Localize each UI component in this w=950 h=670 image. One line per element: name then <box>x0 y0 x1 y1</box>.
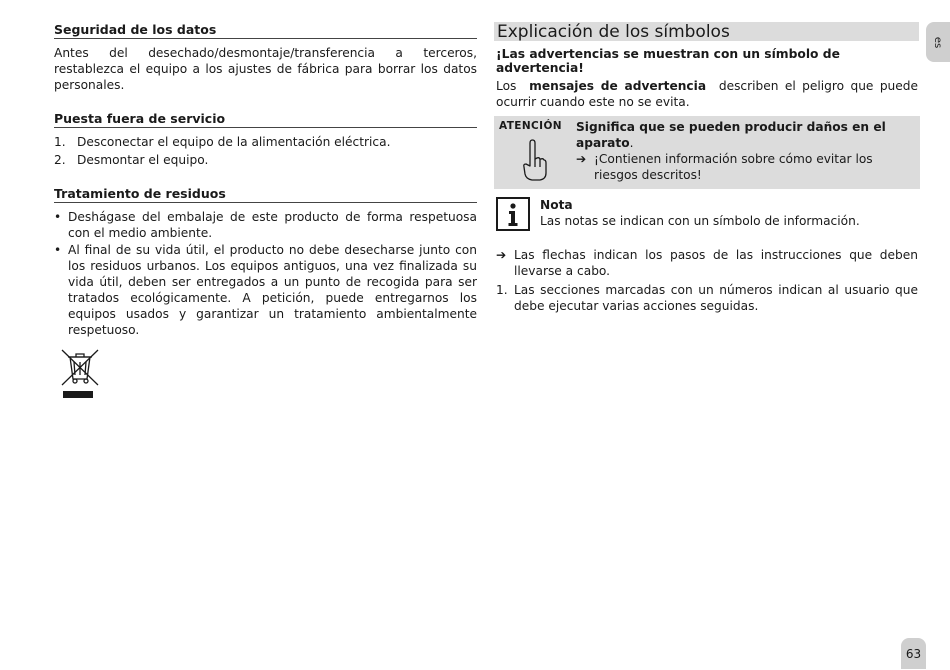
info-icon <box>496 197 530 231</box>
symbol-legend <box>496 247 918 314</box>
bullet-mark: • <box>54 210 62 224</box>
legend-text: Las secciones marcadas con un números indican al usuario que debe ejecutar varias acciones seguidas. <box>514 283 918 313</box>
note-row <box>496 197 922 231</box>
warnings-subheading: ¡Las advertencias se muestran con un símbolo de advertencia! <box>496 47 840 75</box>
step-text: Desconectar el equipo de la alimentación eléctrica. <box>77 135 391 149</box>
intro-bold: mensajes de advertencia <box>529 79 707 93</box>
data-security-heading: Seguridad de los datos <box>54 22 477 39</box>
step-number: 1. <box>54 135 66 149</box>
warning-text <box>576 119 914 183</box>
waste-bullets <box>54 209 477 338</box>
intro-lead: Los <box>496 79 517 93</box>
crossed-out-wheelie-bin-icon <box>58 347 102 399</box>
warning-detail-row <box>576 151 914 183</box>
step-item <box>54 134 477 150</box>
step-text: Desmontar el equipo. <box>77 153 209 167</box>
symbols-heading: Explicación de los símbolos <box>494 22 919 41</box>
bullet-item <box>54 209 477 241</box>
legend-lead: 1. <box>496 283 508 297</box>
warnings-intro <box>496 78 918 110</box>
warning-detail: ¡Contienen información sobre cómo evitar los riesgos descritos! <box>594 152 873 182</box>
warning-label: ATENCIÓN <box>499 120 562 132</box>
pointing-hand-icon <box>520 139 548 183</box>
arrow-icon: ➔ <box>576 152 587 166</box>
legend-item <box>496 247 918 279</box>
warning-headline: Significa que se pueden producir daños en el aparato <box>576 120 886 150</box>
language-code: es <box>932 36 944 48</box>
note-text: Las notas se indican con un símbolo de información. <box>540 214 860 228</box>
warning-headline-end: . <box>629 136 634 150</box>
legend-lead: ➔ <box>496 248 507 262</box>
warning-box <box>494 116 920 189</box>
legend-text: Las flechas indican los pasos de las instrucciones que deben llevarse a cabo. <box>514 248 918 278</box>
decommission-steps <box>54 134 477 168</box>
step-item <box>54 152 477 168</box>
legend-item <box>496 282 918 314</box>
step-number: 2. <box>54 153 66 167</box>
language-tab <box>926 22 950 62</box>
decommission-heading: Puesta fuera de servicio <box>54 111 477 128</box>
bullet-text: Deshágase del embalaje de este producto de forma respetuosa con el medio ambiente. <box>68 210 477 240</box>
note-text-block <box>540 197 860 231</box>
note-title: Nota <box>540 198 573 212</box>
bullet-mark: • <box>54 243 62 257</box>
data-security-text: Antes del desechado/desmontaje/transferencia a terceros, restablezca el equipo a los ajustes de fábrica para borrar los datos personales. <box>54 46 477 92</box>
bullet-item <box>54 242 477 338</box>
waste-heading: Tratamiento de residuos <box>54 186 477 203</box>
right-column <box>494 22 922 317</box>
intro-rest: describen el peligro que puede ocurrir cuando este no se evita. <box>496 79 919 109</box>
page-number: 63 <box>901 638 926 669</box>
bullet-text: Al final de su vida útil, el producto no debe desecharse junto con los residuos urbanos. Los equipos antiguos, una vez finalizada su vida útil, deben ser entregados a un punto de recogida para ser tratados ecológicamente. A petición, puede entregarnos los equipos usados y garantizar un tratamiento ambientalmente respetuoso. <box>68 243 477 337</box>
left-column <box>54 22 477 403</box>
